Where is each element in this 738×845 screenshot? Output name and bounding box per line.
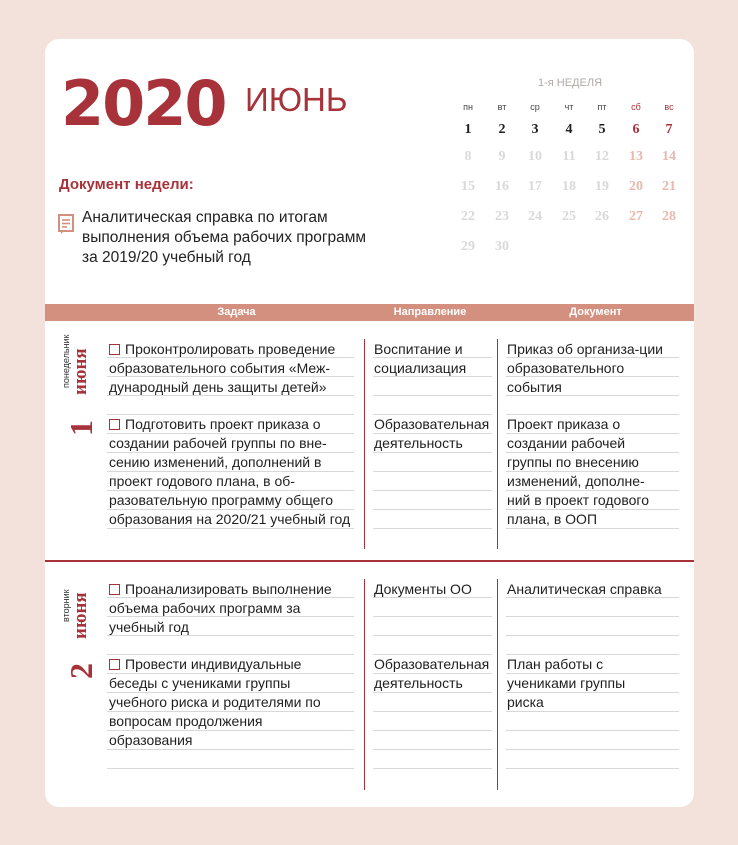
task-cell — [109, 580, 359, 637]
calendar-day[interactable]: 14 — [662, 149, 676, 164]
document-cell: Приказ об организа-ции образовательного события — [507, 341, 663, 395]
calendar-weekday: пт — [597, 102, 607, 112]
document-of-week-text: Аналитическая справка по итогам выполнения объема рабочих программ за 2019/20 учебный год — [82, 209, 367, 266]
task-text: Провести индивидуальные беседы с учениками группы учебного риска и родителями по вопросам продолжения образования — [109, 656, 321, 748]
task-checkbox[interactable] — [109, 584, 120, 595]
calendar-day[interactable]: 2 — [498, 122, 506, 137]
calendar-day[interactable]: 17 — [528, 179, 542, 194]
ruled-line — [373, 395, 492, 396]
calendar-day[interactable]: 6 — [632, 122, 640, 137]
calendar-day[interactable]: 20 — [629, 179, 643, 194]
ruled-line — [373, 711, 492, 712]
calendar-day[interactable]: 13 — [629, 149, 643, 164]
ruled-line — [373, 749, 492, 750]
calendar-day[interactable]: 26 — [595, 209, 609, 224]
document-icon — [58, 214, 74, 234]
ruled-line — [373, 509, 492, 510]
calendar-day[interactable]: 12 — [595, 149, 609, 164]
table-header — [45, 304, 694, 321]
year-title: 2020 — [61, 67, 226, 140]
ruled-line — [373, 490, 492, 491]
column-header-document: Документ — [569, 306, 622, 318]
calendar-day[interactable]: 19 — [595, 179, 609, 194]
calendar-day[interactable]: 29 — [461, 239, 475, 254]
document-cell: План работы с учениками группы риска — [507, 656, 626, 710]
ruled-line — [506, 616, 679, 617]
column-divider — [497, 339, 498, 549]
day-number: 1 — [63, 420, 99, 436]
ruled-line — [373, 635, 492, 636]
task-checkbox[interactable] — [109, 419, 120, 430]
direction-cell: Образовательная деятельность — [374, 416, 490, 451]
document-of-week-title: Документ недели: — [59, 176, 194, 193]
day-month: июня — [70, 592, 91, 639]
calendar-day[interactable]: 22 — [461, 209, 475, 224]
weekday-label: понедельник — [61, 334, 71, 388]
direction-cell: Воспитание и социализация — [374, 341, 467, 376]
ruled-line — [373, 471, 492, 472]
task-text: Проконтролировать проведение образовательного события «Меж-дународный день защиты детей» — [109, 341, 336, 395]
document-cell: Аналитическая справка — [507, 581, 662, 597]
calendar-day[interactable]: 5 — [598, 122, 606, 137]
column-divider — [497, 579, 498, 790]
task-text: Подготовить проект приказа о создании рабочей группы по вне-сению изменений, дополнений в проект годового плана, в об-разовательную программу общего образования на 2020/21 учебный год — [109, 416, 351, 527]
calendar-day[interactable]: 10 — [528, 149, 542, 164]
ruled-line — [107, 768, 354, 769]
ruled-line — [373, 528, 492, 529]
month-title: ИЮНЬ — [245, 81, 348, 118]
ruled-line — [373, 730, 492, 731]
direction-cell: Образовательная деятельность — [374, 656, 490, 691]
day-month: июня — [70, 348, 91, 395]
calendar-day[interactable]: 25 — [562, 209, 576, 224]
column-divider — [364, 579, 365, 790]
column-header-direction: Направление — [393, 306, 467, 318]
calendar-weekday: вт — [497, 102, 507, 112]
calendar-day[interactable]: 16 — [495, 179, 509, 194]
ruled-line — [373, 768, 492, 769]
calendar-day[interactable]: 18 — [562, 179, 576, 194]
calendar-week-label: 1-я НЕДЕЛЯ — [537, 77, 603, 89]
day-number: 2 — [63, 663, 99, 679]
calendar-day[interactable]: 3 — [531, 122, 539, 137]
task-cell — [109, 340, 359, 397]
ruled-line — [506, 749, 679, 750]
calendar-weekday: пн — [463, 102, 473, 112]
calendar-day[interactable]: 15 — [461, 179, 475, 194]
ruled-line — [506, 730, 679, 731]
column-divider — [364, 339, 365, 549]
calendar-day[interactable]: 4 — [565, 122, 573, 137]
calendar-day[interactable]: 7 — [665, 122, 673, 137]
calendar-day[interactable]: 27 — [629, 209, 643, 224]
column-header-task: Задача — [217, 306, 256, 318]
calendar-day[interactable]: 30 — [495, 239, 509, 254]
calendar-day[interactable]: 23 — [495, 209, 509, 224]
calendar-day[interactable]: 28 — [662, 209, 676, 224]
ruled-line — [506, 768, 679, 769]
day-separator — [45, 560, 694, 562]
calendar-weekday: чт — [564, 102, 574, 112]
direction-cell: Документы ОО — [374, 581, 472, 597]
calendar-day[interactable]: 11 — [562, 149, 576, 164]
task-text: Проанализировать выполнение объема рабочих программ за учебный год — [109, 581, 332, 635]
calendar-day[interactable]: 1 — [464, 122, 472, 137]
calendar-day[interactable]: 24 — [528, 209, 542, 224]
ruled-line — [373, 616, 492, 617]
task-checkbox[interactable] — [109, 344, 120, 355]
calendar-weekday: вс — [664, 102, 674, 112]
calendar-day[interactable]: 21 — [662, 179, 676, 194]
weekday-label: вторник — [61, 589, 71, 622]
calendar-weekday: сб — [631, 102, 641, 112]
calendar-weekday: ср — [530, 102, 540, 112]
task-checkbox[interactable] — [109, 659, 120, 670]
ruled-line — [506, 635, 679, 636]
planner-page — [45, 39, 694, 807]
calendar-day[interactable]: 9 — [498, 149, 506, 164]
document-cell: Проект приказа о создании рабочей группы по внесению изменений, дополне-ний в проект годового плана, в ООП — [507, 416, 649, 527]
calendar-day[interactable]: 8 — [464, 149, 472, 164]
task-cell — [109, 415, 359, 529]
task-cell — [109, 655, 339, 750]
